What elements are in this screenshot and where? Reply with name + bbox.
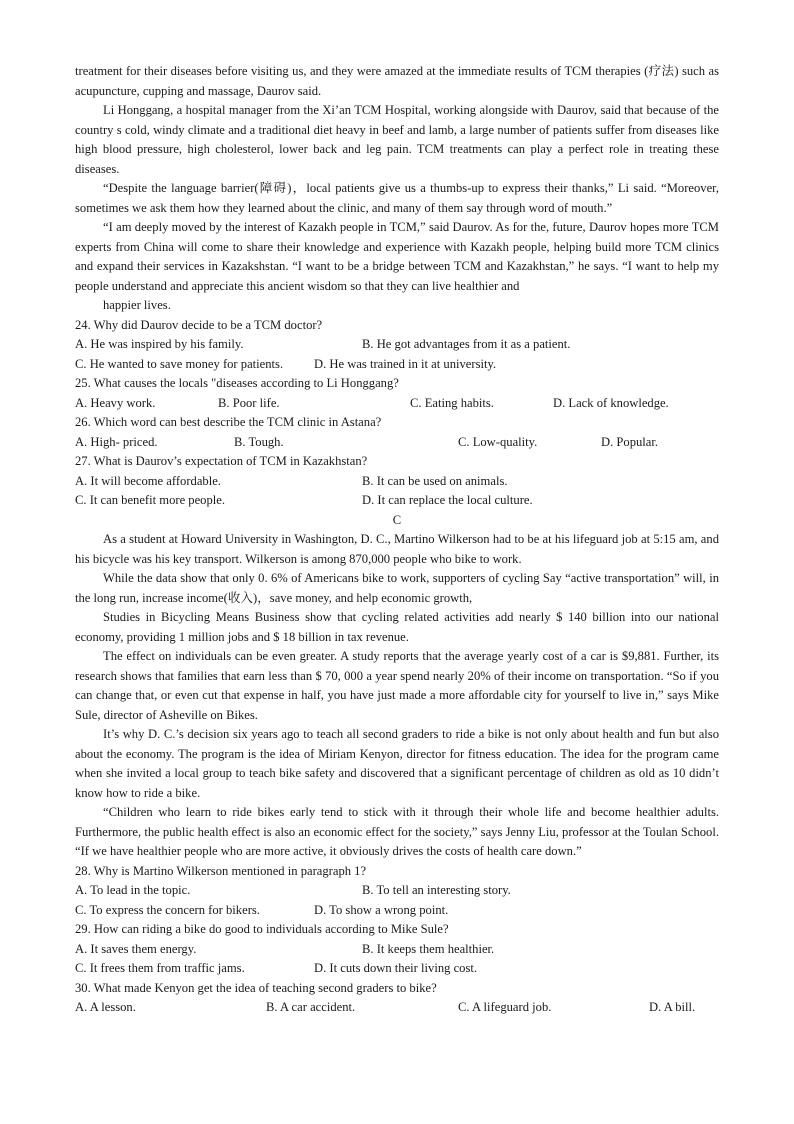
question-26-option-d: D. Popular. [601,434,659,449]
question-28-stem: 28. Why is Martino Wilkerson mentioned in paragraph 1? [75,863,367,878]
question-27-options-row-1 [75,472,719,492]
question-28-option-c: C. To express the concern for bikers. [75,902,260,917]
question-27-option-c: C. It can benefit more people. [75,493,226,507]
passage-b-paragraph-3: “Despite the language barrier(障碍)，local patients give us a thumbs-up to express their thanks,” Li said. “Moreover, sometimes we ask them how they learned about the clinic, and many of them say through word of mouth.” [75,181,719,215]
question-28-option-d: D. To show a wrong point. [314,902,449,917]
question-24-option-c: C. He wanted to save money for patients. [75,356,284,371]
passage-b-paragraph-1-tail: treatment for their diseases before visiting us, and they were amazed at the immediate results of TCM therapies (疗法) such as acupuncture, cupping and massage, Daurov said. [75,64,719,98]
question-29-option-c: C. It frees them from traffic jams. [75,961,245,975]
question-29-option-a: A. It saves them energy. [75,941,197,956]
question-27-option-b: B. It can be used on animals. [362,473,508,488]
section-c-heading: C [392,512,402,527]
question-27-option-d: D. It can replace the local culture. [362,493,533,507]
question-30-option-c: C. A lifeguard job. [458,1000,552,1014]
question-24-option-a: A. He was inspired by his family. [75,337,244,351]
exam-page [75,62,719,1018]
passage-b-paragraph-2: Li Honggang, a hospital manager from the Xi’an TCM Hospital, working alongside with Daurov, said that because of the country s cold, windy climate and a traditional diet heavy in beef and lamb, a large number of patients suffer from diseases like high blood pressure, high cholesterol, lower back and leg pain. TCM treatments can play a perfect role in treating these diseases. [75,103,719,176]
question-27-option-a: A. It will become affordable. [75,473,221,488]
question-30-options-row [75,998,719,1018]
question-29-option-d: D. It cuts down their living cost. [314,961,477,975]
passage-c-paragraph-2: While the data show that only 0. 6% of Americans bike to work, supporters of cycling Say “active transportation” will, in the long run, increase income(收入)，save money, and help economic growth, [75,571,719,605]
question-30-stem: 30. What made Kenyon get the idea of teaching second graders to bike? [75,980,437,995]
passage-c-paragraph-6: “Children who learn to ride bikes early tend to stick with it through their whole life and become healthier adults. Furthermore, the public health effect is also an economic effect for the society,” says Jenny Liu, professor at the Toulan School. “If we have healthier people who are more active, it obviously drives the costs of health care down.” [75,805,719,858]
question-24-options-row-1 [75,335,719,355]
question-30-option-a: A. A lesson. [75,1000,136,1014]
question-30-option-d: D. A bill. [649,1000,696,1014]
question-25-option-d: D. Lack of knowledge. [553,395,669,410]
question-24-options-row-2 [75,355,719,375]
question-28-option-b: B. To tell an interesting story. [362,883,511,897]
passage-c-paragraph-5: It’s why D. C.’s decision six years ago to teach all second graders to ride a bike is not only about health and fun but also about the economy. The program is the idea of Miriam Kenyon, director for fitness education. The idea for the program came when she invited a local group to teach bike safety and discovered that a significant percentage of children as old as 10 didn’t know how to ride a bike. [75,727,719,800]
question-24-option-d: D. He was trained in it at university. [314,356,497,371]
passage-b-paragraph-4: “I am deeply moved by the interest of Kazakh people in TCM,” said Daurov. As for the, future, Daurov hopes more TCM experts from China will come to share their knowledge and experience with Kazakh people, helping build more TCM clinics and expand their services in Kazakshstan. “I want to be a bridge between TCM and Kazakhstan,” he says. “I want to help my people understand and appreciate this ancient wisdom so that they can live healthier and [75,220,719,293]
question-25-options-row [75,394,719,414]
question-26-option-a: A. High- priced. [75,434,158,449]
question-26-option-c: C. Low-quality. [458,434,538,449]
question-28-options-row-1 [75,881,719,901]
question-25-stem: 25. What causes the locals "diseases according to Li Honggang? [75,376,399,390]
question-24-stem: 24. Why did Daurov decide to be a TCM doctor? [75,317,323,332]
question-28-options-row-2 [75,901,719,921]
question-29-options-row-2 [75,959,719,979]
question-27-stem: 27. What is Daurov’s expectation of TCM in Kazakhstan? [75,454,368,468]
passage-c-paragraph-1: As a student at Howard University in Washington, D. C., Martino Wilkerson had to be at his lifeguard job at 5:15 am, and his bicycle was his key transport. Wilkerson is among 870,000 people who bike to work. [75,532,719,566]
passage-b-paragraph-4-tail: happier lives. [103,298,171,312]
question-28-option-a: A. To lead in the topic. [75,883,191,897]
question-26-options-row [75,433,719,453]
question-27-options-row-2 [75,491,719,511]
passage-c-paragraph-3: Studies in Bicycling Means Business show that cycling related activities add nearly $ 140 billion into our national economy, providing 1 million jobs and $ 18 billion in tax revenue. [75,610,719,644]
question-29-stem: 29. How can riding a bike do good to individuals according to Mike Sule? [75,922,449,936]
question-25-option-a: A. Heavy work. [75,395,156,410]
question-29-options-row-1 [75,940,719,960]
passage-c-paragraph-4: The effect on individuals can be even greater. A study reports that the average yearly cost of a car is $9,881. Further, its research shows that families that earn less than $ 70, 000 a year spend nearly 20% of their income on transportation. “So if you can change that, or even cut that expense in half, you have just made a more affordable city for yourself to live in,” says Mike Sule, director of Asheville on Bikes. [75,649,719,722]
question-24-option-b: B. He got advantages from it as a patient. [362,337,571,351]
question-26-option-b: B. Tough. [234,434,284,449]
question-25-option-c: C. Eating habits. [410,395,494,410]
question-30-option-b: B. A car accident. [266,1000,356,1014]
question-26-stem: 26. Which word can best describe the TCM clinic in Astana? [75,415,382,429]
question-29-option-b: B. It keeps them healthier. [362,941,495,956]
question-25-option-b: B. Poor life. [218,395,280,410]
